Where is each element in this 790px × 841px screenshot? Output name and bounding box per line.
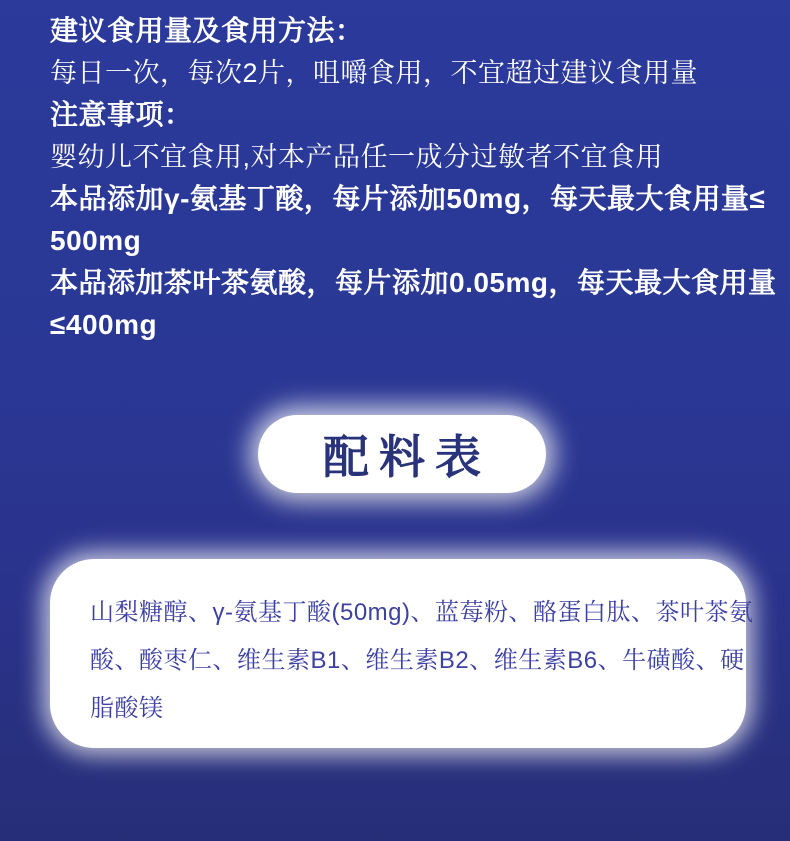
ingredients-panel bbox=[50, 559, 754, 748]
usage-line: 500mg bbox=[50, 225, 142, 256]
usage-line: 注意事项： bbox=[50, 99, 193, 130]
usage-and-notice-text bbox=[50, 10, 777, 346]
ingredients-line: 山梨糖醇、γ-氨基丁酸(50mg)、蓝莓粉、酪蛋白肽、茶叶茶氨 bbox=[90, 599, 754, 626]
usage-line: 每日一次，每次2片，咀嚼食用，不宜超过建议食用量 bbox=[50, 58, 699, 88]
usage-line: 本品添加γ-氨基丁酸，每片添加50mg，每天最大食用量≤ bbox=[50, 183, 766, 214]
usage-line: 婴幼儿不宜食用,对本产品任一成分过敏者不宜食用 bbox=[50, 142, 664, 172]
usage-line: ≤400mg bbox=[50, 309, 158, 340]
ingredients-badge bbox=[258, 415, 546, 493]
ingredients-line: 酸、酸枣仁、维生素B1、维生素B2、维生素B6、牛磺酸、硬 bbox=[90, 647, 745, 674]
ingredients-badge-label: 配料表 bbox=[323, 431, 491, 483]
ingredients-line: 脂酸镁 bbox=[90, 695, 164, 722]
usage-line: 本品添加茶叶茶氨酸，每片添加0.05mg，每天最大食用量 bbox=[50, 267, 777, 298]
usage-line: 建议食用量及食用方法： bbox=[50, 15, 364, 46]
